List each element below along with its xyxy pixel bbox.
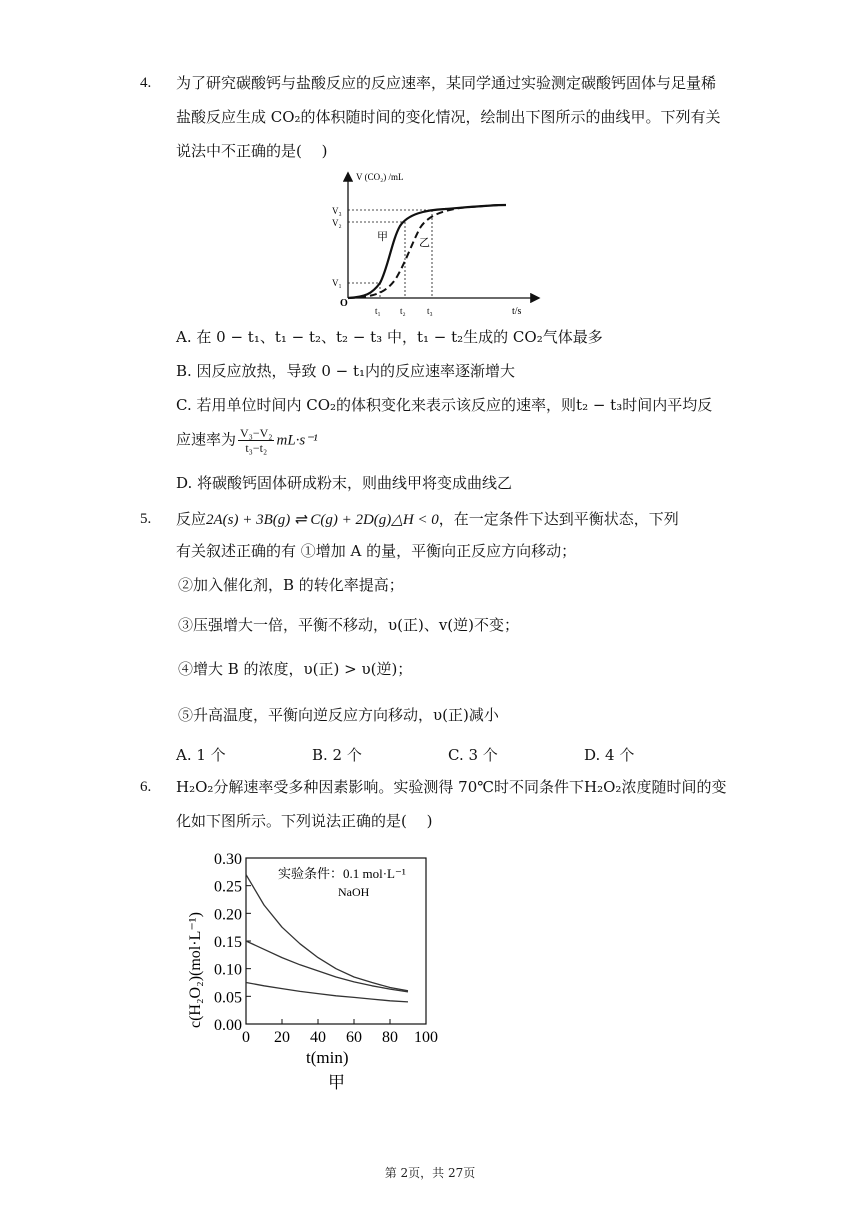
q6-xtick-label: 100 — [414, 1029, 438, 1046]
q5-option-c: C. 3 个 — [448, 746, 498, 764]
q6-annotation-line1: 实验条件：0.1 mol·L⁻¹ — [278, 866, 406, 881]
q5-item-3: ③压强增大一倍，平衡不移动，υ(正)、v(逆)不变； — [178, 616, 520, 634]
q5-item-5: ⑤升高温度，平衡向逆反应方向移动，υ(正)减小 — [178, 706, 499, 724]
q5-equation: 2A(s) + 3B(g) ⇌ C(g) + 2D(g)△H < 0 — [206, 512, 439, 528]
q6-ytick-label: 0.10 — [214, 961, 242, 979]
q6-annotation-line2: NaOH — [338, 885, 370, 899]
q5-stem-suffix: ，在一定条件下达到平衡状态，下列 — [438, 510, 679, 528]
q6-ytick-label: 0.20 — [214, 906, 242, 924]
q5-item-4: ④增大 B 的浓度，υ(正) > υ(逆)； — [178, 660, 413, 678]
q6-ytick-label: 0.00 — [214, 1017, 242, 1034]
q5-number: 5. — [140, 511, 152, 527]
q4-option-c-line2 — [176, 426, 318, 455]
q6-plot-frame — [246, 858, 426, 1024]
q6-series-line-2 — [246, 941, 408, 992]
q6-xtick-label: 80 — [382, 1029, 398, 1046]
q5-option-b: B. 2 个 — [312, 746, 362, 764]
q4-xtick-t1: t₁ — [375, 306, 381, 316]
q4-curve-yi — [348, 205, 506, 298]
q6-number: 6. — [140, 779, 152, 795]
q5-stem-line2: 有关叙述正确的有 ①增加 A 的量，平衡向正反应方向移动； — [176, 542, 577, 560]
q4-option-c-prefix: 应速率为 — [176, 430, 237, 449]
q6-stem-line1: H₂O₂分解速率受多种因素影响。实验测得 70℃时不同条件下H₂O₂浓度随时间的变 — [176, 778, 727, 796]
q4-ytick-v1: V₁ — [332, 278, 342, 288]
q6-ytick-label: 0.05 — [214, 989, 242, 1007]
q5-stem-line1 — [176, 508, 679, 531]
q6-ytick-label: 0.25 — [214, 878, 242, 896]
q4-option-c-unit: mL·s⁻¹ — [276, 432, 318, 449]
q4-y-axis-label: V (CO₂) /mL — [356, 172, 404, 182]
q4-option-b: B. 因反应放热，导致 0 − t₁内的反应速率逐渐增大 — [176, 362, 516, 380]
q6-xtick-label: 20 — [274, 1029, 290, 1046]
q4-option-d: D. 将碳酸钙固体研成粉末，则曲线甲将变成曲线乙 — [176, 474, 513, 492]
q4-option-c-denominator: t₃−t₂ — [245, 441, 268, 455]
q4-curve-label-yi: 乙 — [419, 237, 430, 249]
q6-x-axis-label: t(min) — [306, 1048, 349, 1067]
q6-ytick-label: 0.15 — [214, 934, 242, 951]
q4-stem-line1: 为了研究碳酸钙与盐酸反应的反应速率，某同学通过实验测定碳酸钙固体与足量稀 — [176, 74, 717, 92]
q4-xtick-t3: t₃ — [427, 306, 433, 316]
q4-stem-line3: 说法中不正确的是( ) — [176, 142, 328, 160]
q5-stem-prefix: 反应 — [176, 510, 207, 528]
q4-option-c-fraction — [238, 426, 274, 455]
q4-curve-label-jia: 甲 — [377, 231, 388, 243]
q5-item-2: ②加入催化剂，B 的转化率提高； — [178, 576, 404, 594]
q6-ytick-label: 0.30 — [214, 851, 242, 868]
q6-xtick-label: 40 — [310, 1029, 326, 1046]
q5-option-d: D. 4 个 — [584, 746, 635, 764]
q6-xtick-label: 0 — [242, 1029, 250, 1046]
q6-y-axis-label: c(H₂O₂)(mol·L⁻¹) — [187, 912, 204, 1028]
q4-volume-time-figure — [330, 168, 550, 318]
q4-ytick-v2: V₂ — [332, 218, 342, 228]
q4-option-a: A. 在 0 − t₁、t₁ − t₂、t₂ − t₃ 中，t₁ − t₂生成的 CO₂气体最多 — [176, 328, 603, 346]
q5-option-a: A. 1 个 — [176, 746, 226, 764]
q6-stem-line2: 化如下图所示。下列说法正确的是( ) — [176, 812, 433, 830]
q6-xtick-label: 60 — [346, 1029, 362, 1046]
page-footer: 第 2页，共 27页 — [384, 1166, 476, 1180]
q4-origin-label: O — [340, 298, 348, 309]
q4-x-axis-label: t/s — [512, 306, 522, 317]
q4-stem-line2: 盐酸反应生成 CO₂的体积随时间的变化情况，绘制出下图所示的曲线甲。下列有关 — [176, 108, 721, 126]
q6-caption: 甲 — [328, 1073, 345, 1092]
q4-option-c-numerator: V₃−V₂ — [240, 426, 273, 440]
q4-xtick-t2: t₂ — [400, 306, 406, 316]
q4-ytick-v3: V₃ — [332, 206, 342, 216]
q6-concentration-chart — [178, 848, 478, 1098]
q4-option-c-line1: C. 若用单位时间内 CO₂的体积变化来表示该反应的速率，则t₂ − t₃时间内平均反 — [176, 396, 713, 414]
q4-number: 4. — [140, 75, 152, 91]
